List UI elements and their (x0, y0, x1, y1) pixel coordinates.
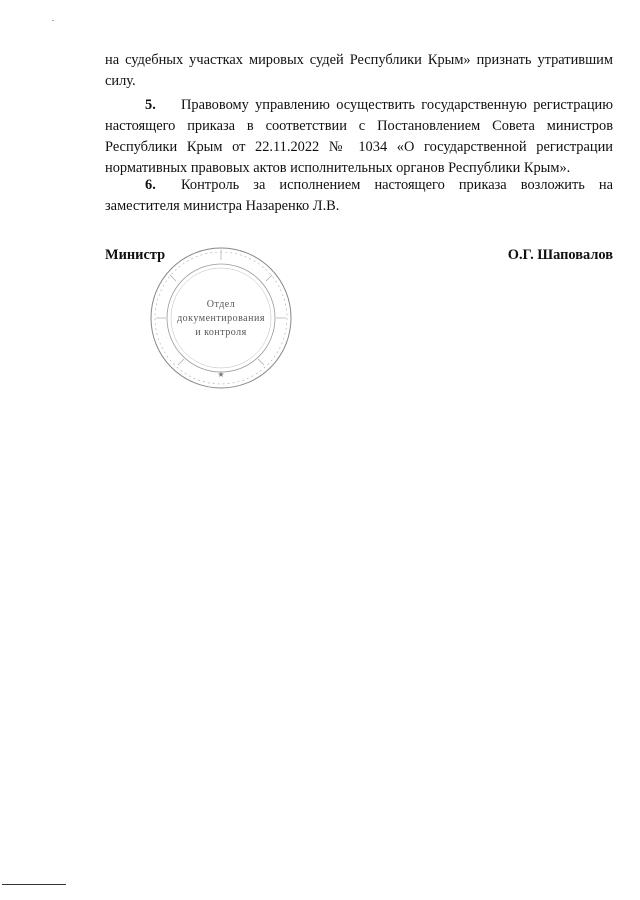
paragraph-item-6 (105, 175, 613, 217)
stamp-line-2: документирования (177, 313, 265, 324)
item-text-6: Контроль за исполнением настоящего приказа возложить на заместителя министра Назаренко Л.В. (105, 177, 613, 214)
item-number-5: 5. (145, 97, 156, 113)
footer-line (2, 884, 66, 885)
item-number-6: 6. (145, 177, 156, 193)
scan-mark (52, 20, 54, 21)
paragraph-continuation: на судебных участках мировых судей Республики Крым» признать утратившим силу. (105, 52, 613, 89)
item-text-5: Правовому управлению осуществить государственную регистрацию настоящего приказа в соответствии с Постановлением Совета министров Республики Крым от 22.11.2022 № 1034 «О государственной регистрации нормативных правовых актов исполнительных органов Республики Крым». (105, 97, 613, 176)
stamp-line-3: и контроля (195, 327, 247, 338)
stamp-line-1: Отдел (206, 299, 236, 310)
svg-text:★: ★ (217, 370, 225, 379)
signature-name: О.Г. Шаповалов (507, 247, 613, 263)
signature-title: Министр (105, 247, 166, 263)
signature-row (105, 247, 613, 267)
paragraph-item-5 (105, 95, 613, 179)
